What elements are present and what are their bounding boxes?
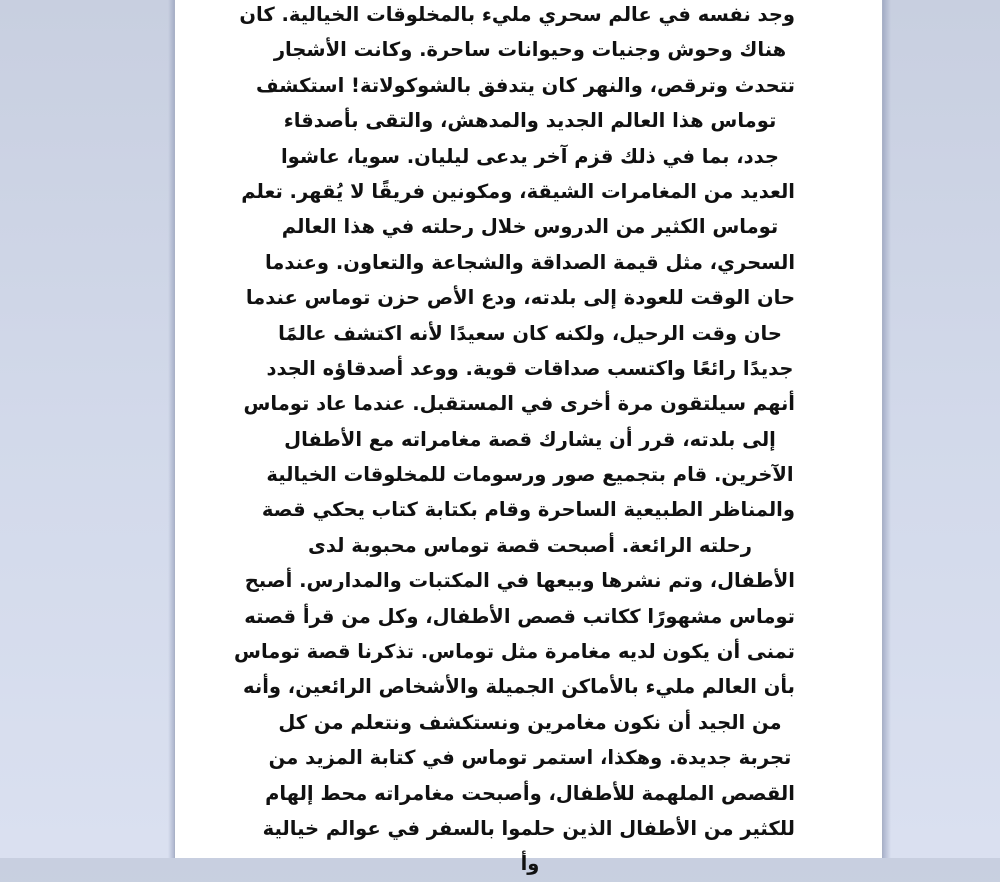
text-line: أنهم سيلتقون مرة أخرى في المستقبل. عندما عاد توماس [243, 392, 795, 416]
page-shadow-right [883, 0, 891, 858]
text-line: بأن العالم مليء بالأماكن الجميلة والأشخاص الرائعين، وأنه [243, 675, 795, 699]
text-line: جدد، بما في ذلك قزم آخر يدعى ليليان. سويا، عاشوا [281, 144, 779, 168]
text-line: حان الوقت للعودة إلى بلدته، ودع الأص حزن توماس عندما [245, 286, 795, 310]
text-line: للكثير من الأطفال الذين حلموا بالسفر في عوالم خيالية [262, 816, 795, 840]
text-line: رحلته الرائعة. أصبحت قصة توماس محبوبة لدى [308, 533, 752, 557]
text-line: وجد نفسه في عالم سحري مليء بالمخلوقات الخيالية. كان [239, 3, 795, 26]
text-line: حان وقت الرحيل، ولكنه كان سعيدًا لأنه اكتشف عالمًا [278, 321, 782, 345]
text-line: وأ [520, 852, 540, 876]
text-line: تتحدث وترقص، والنهر كان يتدفق بالشوكولاتة! استكشف [256, 73, 795, 97]
text-line: هناك وحوش وجنيات وحيوانات ساحرة. وكانت الأشجار [273, 38, 787, 62]
text-line: القصص الملهمة للأطفال، وأصبحت مغامراته محط إلهام [265, 781, 795, 805]
text-line: السحري، مثل قيمة الصداقة والشجاعة والتعاون. وعندما [264, 250, 795, 274]
text-line: الآخرين. قام بتجميع صور ورسومات للمخلوقات الخيالية [266, 463, 794, 487]
text-line: تجربة جديدة. وهكذا، استمر توماس في كتابة المزيد من [268, 746, 792, 770]
text-line: تمنى أن يكون لديه مغامرة مثل توماس. تذكرنا قصة توماس [234, 640, 795, 664]
text-line: الأطفال، وتم نشرها وبيعها في المكتبات والمدارس. أصبح [244, 569, 795, 593]
text-line: توماس مشهورًا ككاتب قصص الأطفال، وكل من قرأ قصته [244, 604, 795, 628]
text-line: إلى بلدته، قرر أن يشارك قصة مغامراته مع الأطفال [284, 427, 776, 451]
text-line: جديدًا رائعًا واكتسب صداقات قوية. ووعد أصدقاؤه الجدد [266, 356, 794, 380]
document-page[interactable] [174, 0, 883, 876]
text-line: العديد من المغامرات الشيقة، ومكونين فريقًا لا يُقهر. تعلم [241, 179, 795, 203]
text-line: من الجيد أن نكون مغامرين ونستكشف ونتعلم من كل [278, 710, 782, 734]
text-line: توماس هذا العالم الجديد والمدهش، والتقى بأصدقاء [283, 109, 777, 133]
text-line: والمناظر الطبيعية الساحرة وقام بكتابة كتاب يحكي قصة [261, 498, 795, 522]
document-text-body[interactable] [234, 0, 795, 882]
text-line: توماس الكثير من الدروس خلال رحلته في هذا العالم [281, 215, 779, 239]
